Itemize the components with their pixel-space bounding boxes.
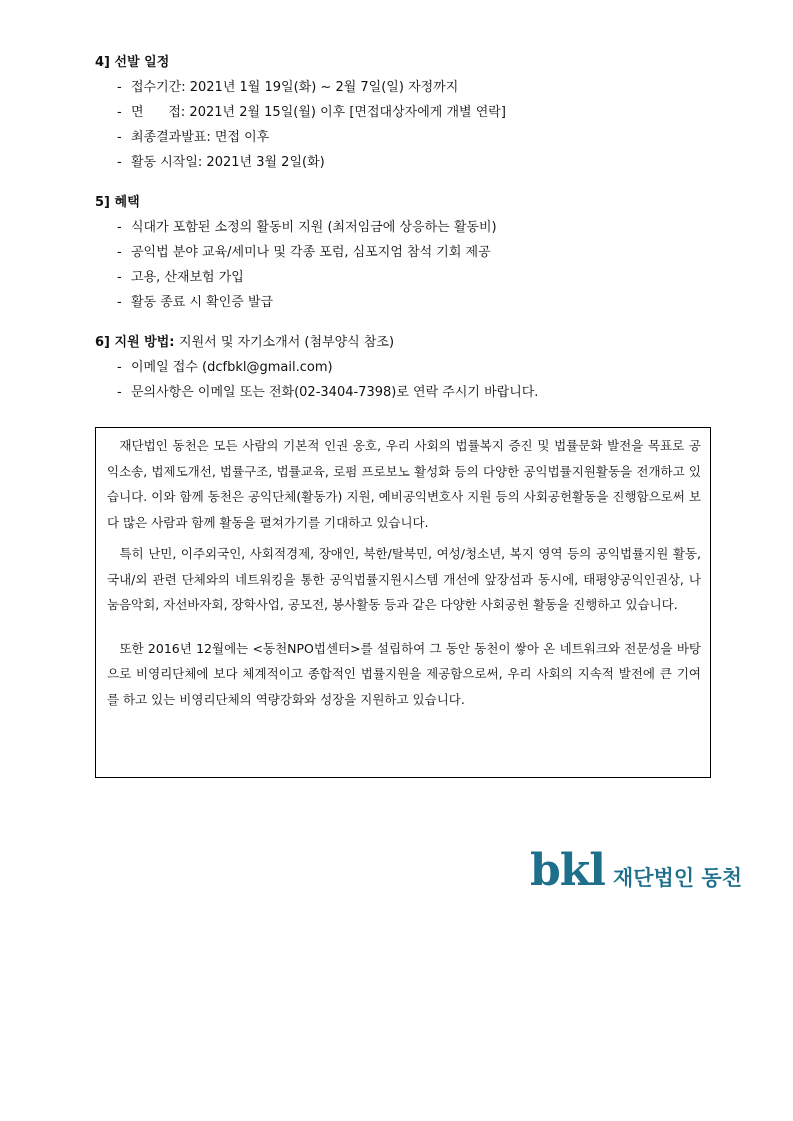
section-benefits bbox=[95, 190, 715, 315]
list-item: - 식대가 포함된 소정의 활동비 지원 (최저임금에 상응하는 활동비) bbox=[117, 220, 497, 235]
list-item: - 면 접: 2021년 2월 15일(월) 이후 [면접대상자에게 개별 연락] bbox=[117, 105, 506, 120]
logo-mark: bkl bbox=[530, 845, 605, 896]
list-item: - 활동 종료 시 확인증 발급 bbox=[117, 295, 274, 310]
bkl-logo bbox=[530, 845, 742, 895]
list-item: - 공익법 분야 교육/세미나 및 각종 포럼, 심포지엄 참석 기회 제공 bbox=[117, 245, 491, 260]
info-paragraph: 재단법인 동천은 모든 사람의 기본적 인권 옹호, 우리 사회의 법률복지 증진 및 법률문화 발전을 목표로 공익소송, 법제도개선, 법률구조, 법률교육, 로펌 프로보노 활성화 등의 다양한 공익법률지원활동을 전개하고 있습니다. 이와 함께 동천은 공익단체(활동가) 지원, 예비공익변호사 지원 등의 사회공헌활동을 진행함으로써 보다 많은 사람과 함께 활동을 펼쳐가기를 기대하고 있습니다. bbox=[107, 438, 701, 530]
list-item: - 접수기간: 2021년 1월 19일(화) ~ 2월 7일(일) 자정까지 bbox=[117, 80, 459, 95]
section-heading-detail: 지원서 및 자기소개서 (첨부양식 참조) bbox=[179, 335, 395, 350]
section-selection-schedule bbox=[95, 50, 715, 175]
list-item: - 고용, 산재보험 가입 bbox=[117, 270, 244, 285]
list-item: - 이메일 접수 (dcfbkl@gmail.com) bbox=[117, 360, 333, 375]
info-paragraph: 특히 난민, 이주외국인, 사회적경제, 장애인, 북한/탈북민, 여성/청소년, 복지 영역 등의 공익법률지원 활동, 국내/외 관련 단체와의 네트워킹을 통한 공익법률지원시스템 개선에 앞장섬과 동시에, 태평양공익인권상, 나눔음악회, 자선바자회, 장학사업, 공모전, 봉사활동 등과 같은 다양한 사회공헌 활동을 진행하고 있습니다. bbox=[107, 546, 701, 612]
section-heading: 4] 선발 일정 bbox=[95, 55, 170, 70]
foundation-info-box bbox=[95, 427, 711, 778]
info-paragraph: 또한 2016년 12월에는 <동천NPO법센터>를 설립하여 그 동안 동천이 쌓아 온 네트워크와 전문성을 바탕으로 비영리단체에 보다 체계적이고 종합적인 법률지원을 제공함으로써, 우리 사회의 지속적 발전에 큰 기여를 하고 있는 비영리단체의 역량강화와 성장을 지원하고 있습니다. bbox=[107, 640, 701, 707]
list-item: - 문의사항은 이메일 또는 전화(02-3404-7398)로 연락 주시기 바랍니다. bbox=[117, 385, 539, 400]
list-item: - 활동 시작일: 2021년 3월 2일(화) bbox=[117, 155, 325, 170]
logo-name: 재단법인 동천 bbox=[612, 866, 742, 890]
section-heading: 6] 지원 방법: 지원서 및 자기소개서 (첨부양식 참조) bbox=[95, 335, 395, 350]
section-how-to-apply bbox=[95, 330, 715, 405]
section-heading: 5] 혜택 bbox=[95, 195, 140, 210]
list-item: - 최종결과발표: 면접 이후 bbox=[117, 130, 270, 145]
